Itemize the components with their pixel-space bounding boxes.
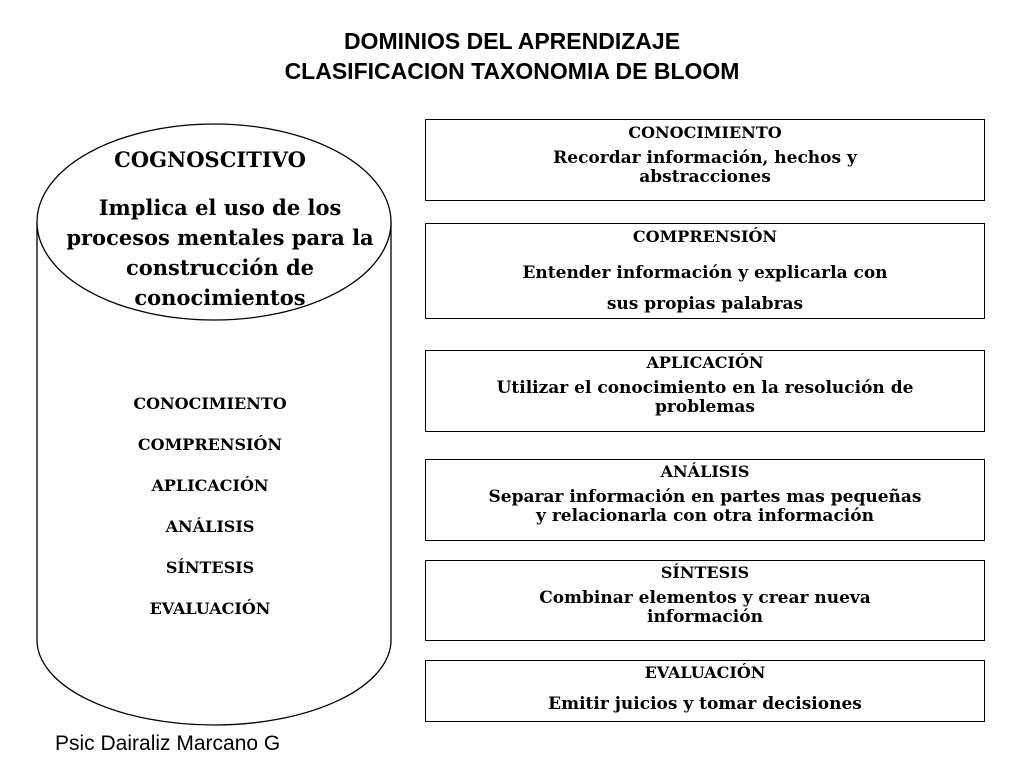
box-title: SÍNTESIS bbox=[660, 563, 750, 582]
box-comprension bbox=[425, 223, 985, 319]
box-title: COMPRENSIÓN bbox=[632, 227, 778, 246]
box-title: APLICACIÓN bbox=[646, 353, 764, 372]
box-description: Separar información en partes mas pequeñas bbox=[488, 487, 922, 507]
level-analisis: ANÁLISIS bbox=[165, 517, 255, 536]
box-description: Emitir juicios y tomar decisiones bbox=[548, 694, 862, 714]
level-evaluacion: EVALUACIÓN bbox=[149, 599, 271, 618]
cylinder-description: Implica el uso de los procesos mentales para la construcción de conocimientos bbox=[66, 195, 374, 310]
box-sintesis bbox=[425, 560, 985, 641]
level-comprension: COMPRENSIÓN bbox=[137, 435, 283, 454]
box-description: Utilizar el conocimiento en la resolución de bbox=[496, 378, 914, 398]
author-footer: Psic Dairaliz Marcano G bbox=[55, 732, 281, 755]
box-title: CONOCIMIENTO bbox=[628, 123, 782, 142]
box-description: y relacionarla con otra información bbox=[536, 506, 874, 526]
box-title: ANÁLISIS bbox=[660, 462, 750, 481]
box-conocimiento bbox=[425, 119, 985, 201]
cylinder-shape bbox=[0, 0, 420, 730]
box-description: Recordar información, hechos y bbox=[553, 148, 857, 168]
box-description: sus propias palabras bbox=[606, 294, 804, 314]
box-description: Entender información y explicarla con bbox=[522, 263, 888, 283]
page-title: DOMINIOS DEL APRENDIZAJE bbox=[343, 28, 681, 54]
level-sintesis: SÍNTESIS bbox=[165, 558, 255, 577]
level-conocimiento: CONOCIMIENTO bbox=[133, 394, 287, 413]
page-subtitle: CLASIFICACION TAXONOMIA DE BLOOM bbox=[284, 58, 740, 84]
cylinder-heading: COGNOSCITIVO bbox=[114, 147, 306, 172]
box-aplicacion bbox=[425, 350, 985, 432]
box-evaluacion bbox=[425, 660, 985, 722]
box-analisis bbox=[425, 459, 985, 541]
box-description: información bbox=[647, 607, 763, 627]
box-description: Combinar elementos y crear nueva bbox=[539, 588, 871, 608]
level-aplicacion: APLICACIÓN bbox=[151, 476, 269, 495]
box-description: problemas bbox=[655, 397, 755, 417]
box-description: abstracciones bbox=[639, 167, 771, 187]
box-title: EVALUACIÓN bbox=[644, 663, 766, 682]
